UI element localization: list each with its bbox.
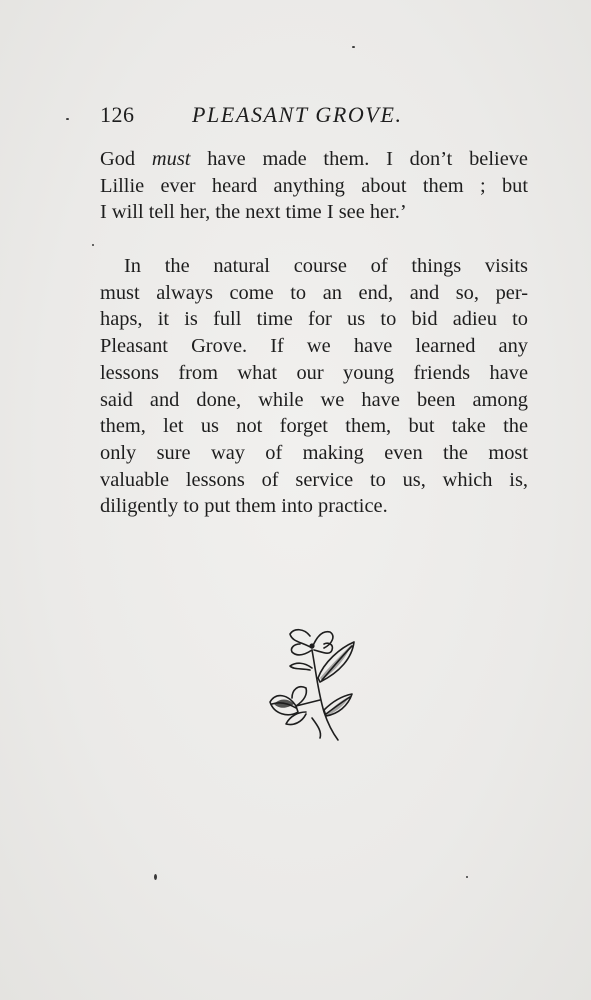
page-number: 126 <box>100 102 135 127</box>
paragraph-2-line-5: lessons from what our young friends have <box>100 361 528 384</box>
paper-speck <box>92 244 94 246</box>
paragraph-2-line-3: haps, it is full time for us to bid adieu to <box>100 308 528 331</box>
line-1-pre: God <box>100 148 152 170</box>
paragraph-1-line-1 <box>100 146 528 173</box>
running-title: PLEASANT GROVE. <box>192 102 403 127</box>
paragraph-1 <box>100 146 528 226</box>
running-header <box>100 102 530 132</box>
paragraph-2 <box>100 253 528 520</box>
emphasis-must: must <box>151 148 191 170</box>
paper-speck <box>154 874 157 880</box>
line-1-post: have made them. I don’t believe <box>190 148 528 170</box>
flower-vignette-icon <box>262 622 362 744</box>
paragraph-1-line-2: Lillie ever heard anything about them ; but <box>100 174 528 197</box>
paragraph-2-line-7: them, let us not forget them, but take the <box>100 415 528 438</box>
paper-speck <box>466 876 468 878</box>
paragraph-2-line-10: diligently to put them into practice. <box>100 495 388 518</box>
paragraph-2-line-4: Pleasant Grove. If we have learned any <box>100 335 528 358</box>
paper-speck <box>66 118 69 120</box>
paragraph-2-line-8: only sure way of making even the most <box>100 441 528 464</box>
paragraph-2-line-2: must always come to an end, and so, per- <box>100 281 528 304</box>
paragraph-2-line-6: said and done, while we have been among <box>100 388 528 411</box>
paragraph-2-line-9: valuable lessons of service to us, which is, <box>100 468 528 491</box>
paper-speck <box>352 46 355 48</box>
paragraph-2-line-1: In the natural course of things visits <box>124 255 528 277</box>
paragraph-1-line-3: I will tell her, the next time I see her.’ <box>100 201 407 224</box>
